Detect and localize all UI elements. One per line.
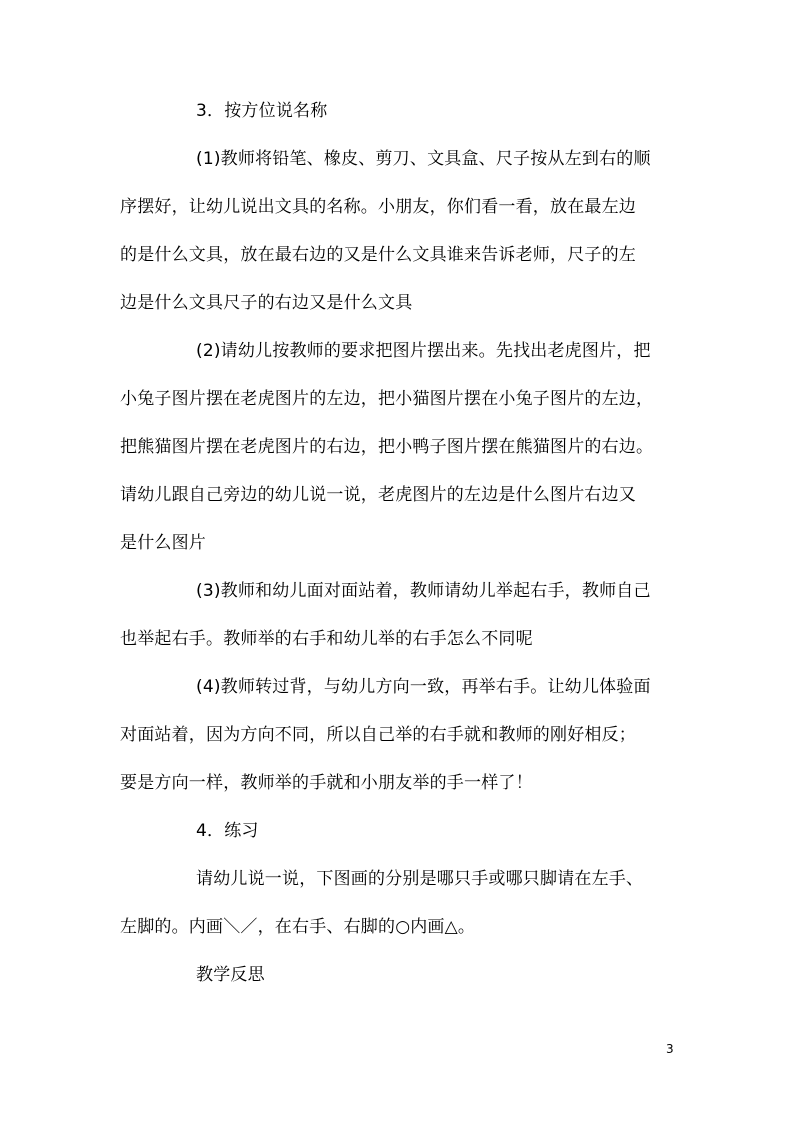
paragraph-4-line-2: 对面站着，因为方向不同，所以自己举的右手就和教师的刚好相反； xyxy=(120,725,636,745)
paragraph-5-line-2: 左脚的。内画＼／，在右手、右脚的○内画△。 xyxy=(120,917,476,937)
paragraph-1-line-4: 边是什么文具尺子的右边又是什么文具 xyxy=(120,293,413,313)
paragraph-3-line-2: 也举起右手。教师举的右手和幼儿举的右手怎么不同呢 xyxy=(120,629,533,649)
paragraph-5-line-1: 请幼儿说一说，下图画的分别是哪只手或哪只脚请在左手、 xyxy=(196,869,644,889)
paragraph-2-line-3: 把熊猫图片摆在老虎图片的右边，把小鸭子图片摆在熊猫图片的右边。 xyxy=(120,437,654,457)
paragraph-4-line-1: (4)教师转过背，与幼儿方向一致，再举右手。让幼儿体验面 xyxy=(196,677,651,697)
paragraph-4-line-3: 要是方向一样，教师举的手就和小朋友举的手一样了！ xyxy=(120,773,533,793)
paragraph-2-line-2: 小兔子图片摆在老虎图片的左边，把小猫图片摆在小兔子图片的左边， xyxy=(120,389,654,409)
page-number: 3 xyxy=(666,1042,674,1056)
paragraph-1-line-1: (1)教师将铅笔、橡皮、剪刀、文具盒、尺子按从左到右的顺 xyxy=(196,149,651,169)
paragraph-1-line-2: 序摆好，让幼儿说出文具的名称。小朋友，你们看一看，放在最左边 xyxy=(120,197,636,217)
paragraph-2-line-1: (2)请幼儿按教师的要求把图片摆出来。先找出老虎图片，把 xyxy=(196,341,651,361)
paragraph-3-line-1: (3)教师和幼儿面对面站着，教师请幼儿举起右手，教师自己 xyxy=(196,581,651,601)
section-heading-3: 3．按方位说名称 xyxy=(196,101,328,121)
section-heading-reflection: 教学反思 xyxy=(196,965,265,985)
section-heading-4: 4．练习 xyxy=(196,821,259,841)
paragraph-2-line-5: 是什么图片 xyxy=(120,533,206,553)
paragraph-1-line-3: 的是什么文具，放在最右边的又是什么文具谁来告诉老师，尺子的左 xyxy=(120,245,636,265)
paragraph-2-line-4: 请幼儿跟自己旁边的幼儿说一说，老虎图片的左边是什么图片右边又 xyxy=(120,485,636,505)
